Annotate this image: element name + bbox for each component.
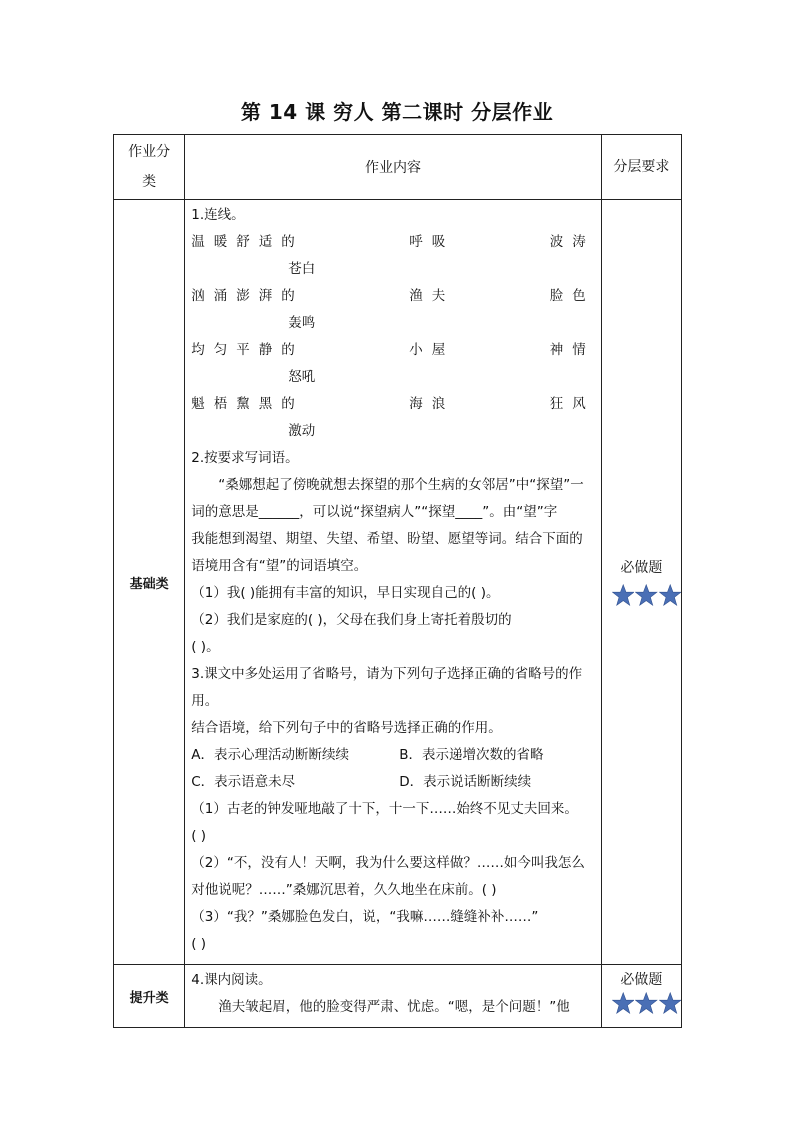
q2-line: 词的意思是______，可以说“探望病人”“探望____”。由“望”字 xyxy=(191,504,558,520)
options-row xyxy=(191,769,594,796)
options-row xyxy=(191,742,594,769)
option-d: D．表示说话断断续续 xyxy=(399,774,532,790)
match-middle: 小屋 xyxy=(409,342,455,358)
q4-title: 4.课内阅读。 xyxy=(191,972,272,988)
star-icon xyxy=(659,583,681,607)
difficulty-stars xyxy=(612,991,681,1015)
star-icon xyxy=(635,583,657,607)
match-row xyxy=(191,229,594,256)
advanced-content xyxy=(185,965,601,1028)
match-middle: 呼吸 xyxy=(409,234,455,250)
match-wrap: 激动 xyxy=(288,423,316,439)
q1-title: 1.连线。 xyxy=(191,207,245,223)
match-row xyxy=(191,391,594,418)
advanced-row xyxy=(114,965,682,1028)
q2-fill-1: （1）我( )能拥有丰富的知识，早日实现自己的( )。 xyxy=(191,585,500,601)
star-icon xyxy=(612,583,634,607)
option-c: C．表示语意未尽 xyxy=(191,774,296,790)
q3-item-cont: 对他说呢？……”桑娜沉思着，久久地坐在床前。( ) xyxy=(191,882,497,898)
match-middle: 渔夫 xyxy=(409,288,455,304)
match-wrap: 轰鸣 xyxy=(288,315,316,331)
difficulty-stars xyxy=(612,583,681,607)
q2-fill-2-cont: ( )。 xyxy=(191,639,220,655)
match-row xyxy=(191,337,594,364)
header-content: 作业内容 xyxy=(185,135,601,200)
match-left: 温暖舒适的 xyxy=(191,234,304,250)
q3-item: （1）古老的钟发哑地敲了十下，十一下……始终不见丈夫回来。 xyxy=(191,801,578,817)
q2-fill-2: （2）我们是家庭的( )，父母在我们身上寄托着殷切的 xyxy=(191,612,512,628)
star-icon xyxy=(635,991,657,1015)
basic-requirement-cell xyxy=(601,200,681,965)
match-row xyxy=(191,283,594,310)
header-requirement: 分层要求 xyxy=(601,135,681,200)
match-right: 狂风 xyxy=(549,396,595,412)
q2-title: 2.按要求写词语。 xyxy=(191,450,299,466)
q3-item: （3）“我？”桑娜脸色发白，说，“我嘛……缝缝补补……” xyxy=(191,909,539,925)
category-advanced: 提升类 xyxy=(114,965,185,1028)
star-icon xyxy=(612,991,634,1015)
advanced-requirement-cell xyxy=(601,965,681,1028)
match-right: 波涛 xyxy=(549,234,595,250)
q3-instruction: 结合语境，给下列句子中的省略号选择正确的作用。 xyxy=(191,720,502,736)
option-a: A．表示心理活动断断续续 xyxy=(191,747,349,763)
q3-title: 3.课文中多处运用了省略号，请为下列句子选择正确的省略号的作 xyxy=(191,666,583,682)
match-left: 汹涌澎湃的 xyxy=(191,288,304,304)
q3-answer-blank: ( ) xyxy=(191,828,207,844)
page-title: 第 14 课 穷人 第二课时 分层作业 xyxy=(240,100,554,124)
match-middle: 海浪 xyxy=(409,396,455,412)
option-b: B．表示递增次数的省略 xyxy=(399,747,544,763)
q3-item: （2）“不，没有人！天啊，我为什么要这样做？……如今叫我怎么 xyxy=(191,855,585,871)
header-category: 作业分类 xyxy=(114,135,185,200)
table-header-row xyxy=(114,135,682,200)
match-wrap: 怒吼 xyxy=(288,369,316,385)
homework-table xyxy=(113,134,682,1028)
q2-line: 我能想到渴望、期望、失望、希望、盼望、愿望等词。结合下面的 xyxy=(191,531,583,547)
q4-passage: 渔夫皱起眉，他的脸变得严肃、忧虑。“嗯，是个问题！”他 xyxy=(218,999,570,1015)
requirement-label: 必做题 xyxy=(620,560,663,576)
match-right: 神情 xyxy=(549,342,595,358)
category-basic: 基础类 xyxy=(114,200,185,965)
q3-answer-blank: ( ) xyxy=(191,936,207,952)
basic-content xyxy=(185,200,601,965)
match-wrap: 苍白 xyxy=(288,261,316,277)
q2-line: “桑娜想起了傍晚就想去探望的那个生病的女邻居”中“探望”一 xyxy=(218,477,584,493)
q3-title-cont: 用。 xyxy=(191,693,219,709)
match-right: 脸色 xyxy=(549,288,595,304)
basic-row xyxy=(114,200,682,965)
q2-line: 语境用含有“望”的词语填空。 xyxy=(191,558,368,574)
star-icon xyxy=(659,991,681,1015)
match-left: 魁梧黧黑的 xyxy=(191,396,304,412)
requirement-label: 必做题 xyxy=(620,972,663,988)
match-left: 均匀平静的 xyxy=(191,342,304,358)
